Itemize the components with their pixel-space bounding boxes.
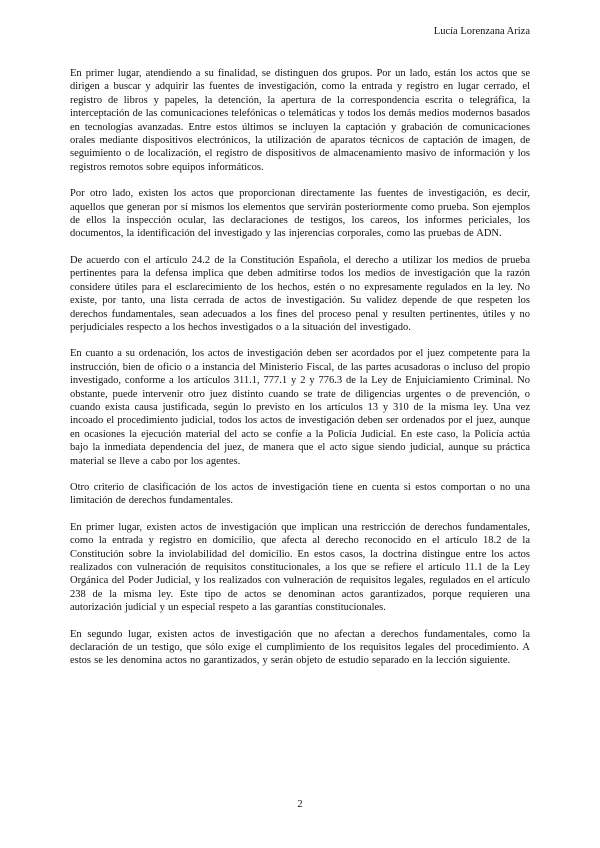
paragraph: En primer lugar, existen actos de investigación que implican una restricción de derechos fundamentales, como la entrada y registro en domicilio, que afecta al derecho reconocido en el artículo 18.2 de la Constitución sobre la inviolabilidad del domicilio. En estos casos, la doctrina distingue entre los actos realizados con vulneración de requisitos constitucionales, a los que se refiere el artículo 11.1 de la Ley Orgánica del Poder Judicial, y los realizados con vulneración de requisitos legales, regulados en el artículo 238 de la misma ley. Este tipo de actos se denominan actos garantizados, porque requieren una autorización judicial y un especial respeto a las garantías constitucionales. xyxy=(70,521,530,614)
paragraph: En primer lugar, atendiendo a su finalidad, se distinguen dos grupos. Por un lado, están los actos que se dirigen a buscar y adquirir las fuentes de investigación, como la entrada y registro en lugar cerrado, el registro de libros y papeles, la detención, la apertura de la correspondencia escrita o telegráfica, la interceptación de las comunicaciones telefónicas o telemáticas y todos los demás medios modernos basados en tecnologías avanzadas. Entre estos últimos se incluyen la captación y grabación de comunicaciones orales mediante dispositivos electrónicos, la utilización de aparatos técnicos de captación de imagen, de seguimiento o de localización, el registro de dispositivos de almacenamiento masivo de información y los registros remotos sobre equipos informáticos. xyxy=(70,68,530,173)
page-number: 2 xyxy=(297,799,303,810)
paragraph: Por otro lado, existen los actos que proporcionan directamente las fuentes de investigación, es decir, aquellos que generan por sí mismos los elementos que servirán posteriormente como prueba. Son ejemplos de ellos la inspección ocular, las declaraciones de testigos, los careos, los informes periciales, los documentos, la identificación del investigado y las injerencias corporales, como las pruebas de ADN. xyxy=(70,188,530,240)
paragraph: De acuerdo con el artículo 24.2 de la Constitución Española, el derecho a utilizar los medios de prueba pertinentes para la defensa implica que deben admitirse todos los medios de investigación que la razón considere útiles para el esclarecimiento de los hechos, estén o no expresamente regulados en la ley. No existe, por tanto, una lista cerrada de actos de investigación. Su validez depende de que respeten los derechos fundamentales, sean adecuados a los fines del proceso penal y resulten pertinentes, útiles y no perjudiciales respecto a los hechos investigados o a la situación del investigado. xyxy=(70,254,530,333)
author-header: Lucía Lorenzana Ariza xyxy=(433,26,530,37)
paragraph: Otro criterio de clasificación de los actos de investigación tiene en cuenta si estos comportan o no una limitación de derechos fundamentales. xyxy=(70,481,530,507)
paragraph: En segundo lugar, existen actos de investigación que no afectan a derechos fundamentales, como la declaración de un testigo, que sólo exige el cumplimiento de los requisitos legales del procedimiento. A estos se les denomina actos no garantizados, y serán objeto de estudio separado en la lección siguiente. xyxy=(70,628,530,667)
paragraph: En cuanto a su ordenación, los actos de investigación deben ser acordados por el juez competente para la instrucción, bien de oficio o a instancia del Ministerio Fiscal, de las partes acusadoras o incluso del propio investigado, conforme a los artículos 311.1, 777.1 y 2 y 776.3 de la Ley de Enjuiciamiento Criminal. No obstante, puede intervenir otro juez distinto cuando se trate de diligencias urgentes o de prevención, o cuando exista causa justificada, según lo previsto en los artículos 13 y 310 de la misma ley. Una vez incoado el procedimiento judicial, todos los actos de investigación deben ser ordenados por el juez, aunque en ocasiones la ejecución material del acto se confíe a la Policía Judicial. En este caso, la Policía actúa bajo la inmediata dependencia del juez, de manera que el acto sigue siendo judicial, aunque su práctica material se lleve a cabo por los agentes. xyxy=(70,348,530,467)
document-body xyxy=(70,67,530,668)
